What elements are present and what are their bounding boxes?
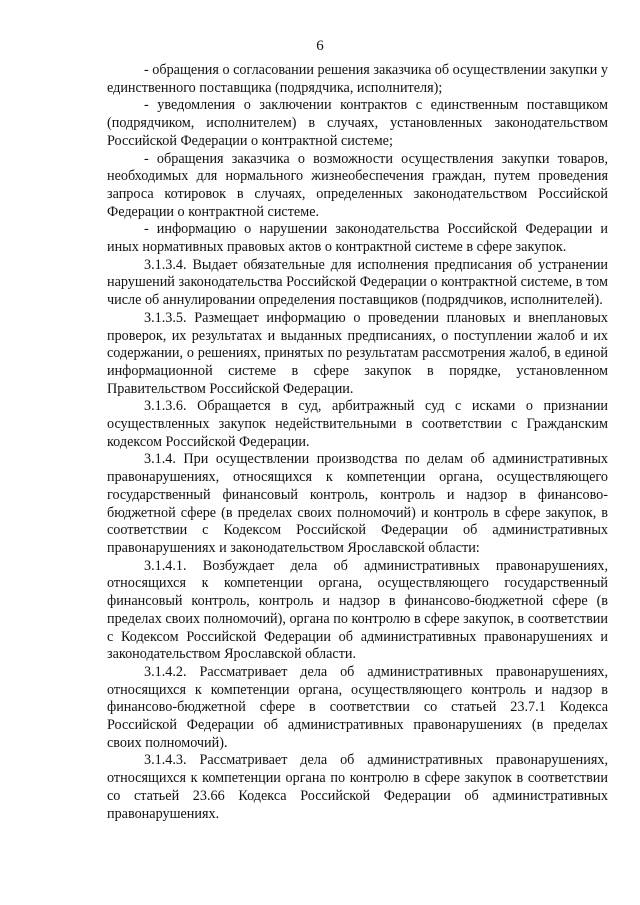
- paragraph-6: 3.1.3.5. Размещает информацию о проведении плановых и внеплановых проверок, их результатах и выданных предписаниях, о поступлении жалоб и их содержании, о решениях, принятых по результатам рассмотрения жалоб, в единой информационной системе в сфере закупок в порядке, установленном Правительством Российской Федерации.: [107, 309, 608, 397]
- paragraph-4: - информацию о нарушении законодательства Российской Федерации и иных нормативных правовых актов о контрактной системе в сфере закупок.: [107, 221, 608, 256]
- paragraph-9: 3.1.4.1. Возбуждает дела об административных правонарушениях, относящихся к компетенции органа, осуществляющего государственный финансовый контроль, контроль и надзор в финансово-бюджетной сфере (в пределах своих полномочий), органа по контролю в сфере закупок, в соответствии с Кодексом Российской Федерации об административных правонарушениях и законодательством Ярославской области.: [107, 557, 608, 663]
- paragraph-10: 3.1.4.2. Рассматривает дела об административных правонарушениях, относящихся к компетенции органа, осуществляющего контроль и надзор в финансово-бюджетной сфере в соответствии со статьей 23.7.1 Кодекса Российской Федерации об административных правонарушениях (в пределах своих полномочий).: [107, 663, 608, 751]
- paragraph-8: 3.1.4. При осуществлении производства по делам об административных правонарушениях, относящихся к компетенции органа, осуществляющего государственный финансовый контроль, контроль и надзор в финансово-бюджетной сфере (в пределах своих полномочий) и контроль в сфере закупок, в соответствии с Кодексом Российской Федерации об административных правонарушениях и законодательством Ярославской области:: [107, 451, 608, 556]
- paragraph-3: - обращения заказчика о возможности осуществления закупки товаров, необходимых для нормального жизнеобеспечения граждан, путем проведения запроса котировок в случаях, определенных законодательством Российской Федерации о контрактной системе.: [107, 150, 608, 220]
- paragraph-11: 3.1.4.3. Рассматривает дела об административных правонарушениях, относящихся к компетенции органа по контролю в сфере закупок в соответствии со статьей 23.66 Кодекса Российской Федерации об административных правонарушениях.: [107, 752, 608, 822]
- paragraph-2: - уведомления о заключении контрактов с единственным поставщиком (подрядчиком, исполнителем) в случаях, установленных законодательством Российской Федерации о контрактной системе;: [107, 97, 608, 149]
- paragraph-5: 3.1.3.4. Выдает обязательные для исполнения предписания об устранении нарушений законодательства Российской Федерации о контрактной системе, в том числе об аннулировании определения поставщиков (подрядчиков, исполнителей).: [107, 256, 608, 309]
- page-number: 6: [316, 38, 324, 54]
- paragraph-7: 3.1.3.6. Обращается в суд, арбитражный суд с исками о признании осуществленных закупок недействительными в соответствии с Гражданским кодексом Российской Федерации.: [107, 398, 608, 450]
- document-body: [107, 62, 608, 823]
- paragraph-1: - обращения о согласовании решения заказчика об осуществлении закупки у единственного поставщика (подрядчика, исполнителя);: [107, 62, 609, 96]
